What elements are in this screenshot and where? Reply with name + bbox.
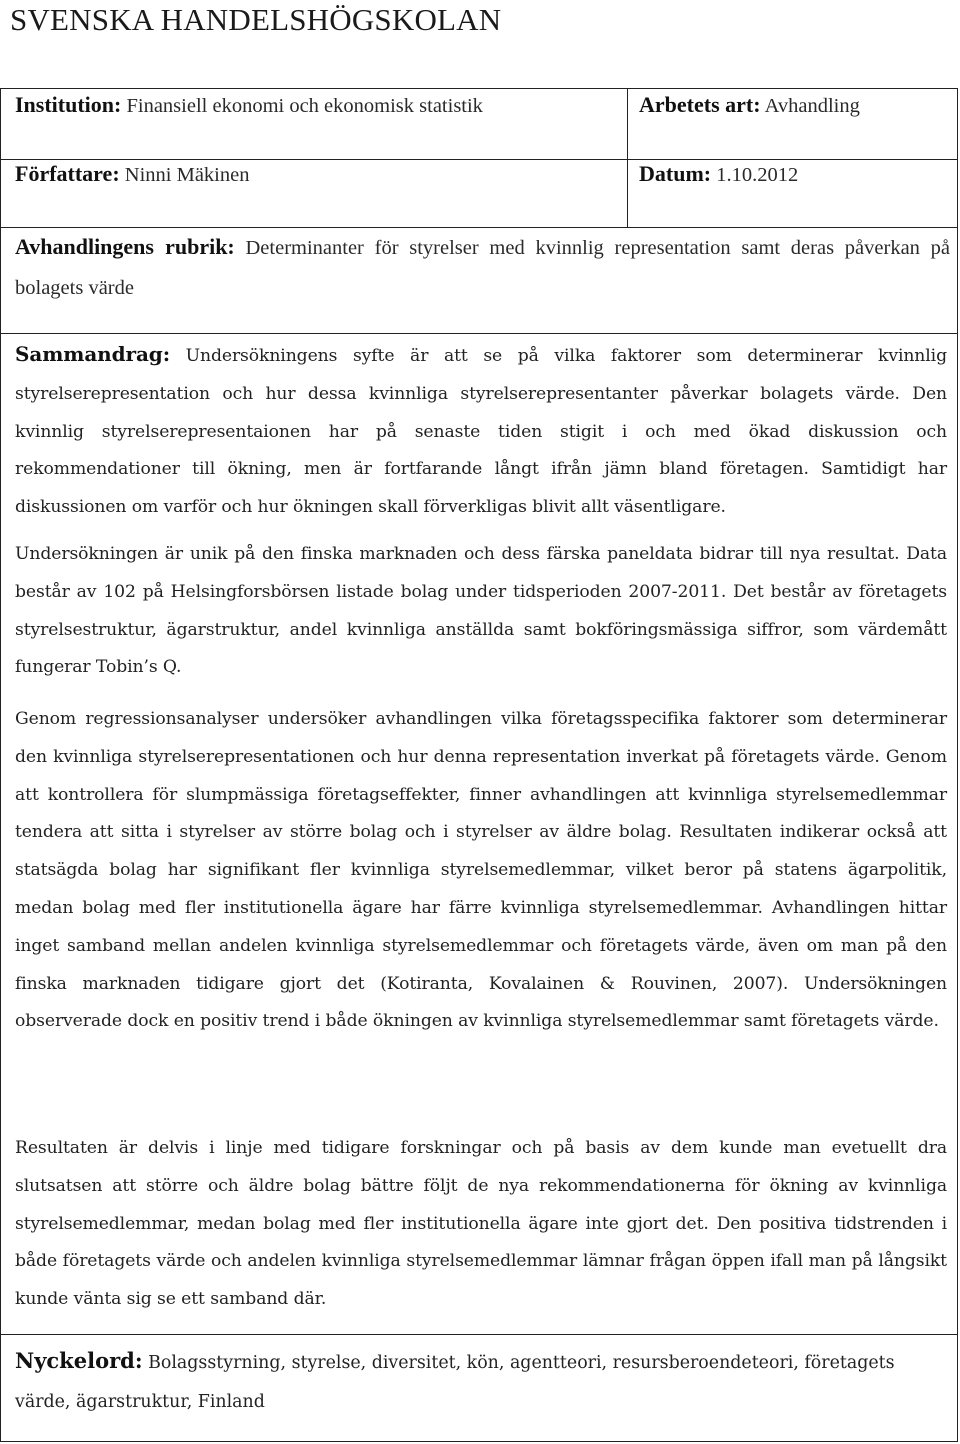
work-type-label: Arbetets art:: [639, 92, 761, 117]
keywords-value: Bolagsstyrning, styrelse, diversitet, kön, agentteori, resursberoendeteori, företagets värde, ägarstruktur, Finland: [15, 1353, 895, 1412]
divider-row-4: [1, 1334, 957, 1335]
school-name: SVENSKA HANDELSHÖGSKOLAN: [10, 2, 502, 37]
summary-paragraph-3: Genom regressionsanalyser undersöker avhandlingen vilka företagsspecifika faktorer som determinerar den kvinnliga styrelserepresentationen och hur denna representation inverkat på företagets värde. Genom att kontrollera för slumpmässiga företagseffekter, finner avhandlingen att kvinnliga styrelsemedlemmar tendera att sitta i styrelser av större bolag och i styrelser av äldre bolag. Resultaten indikerar också att statsägda bolag har signifikant fler kvinnliga styrelsemedlemmar, vilket beror på statens ägarpolitik, medan bolag med fler institutionella ägare har färre kvinnliga styrelsemedlemmar. Avhandlingen hittar inget samband mellan andelen kvinnliga styrelsemedlemmar och företagets värde, även om man på den finska marknaden tidigare gjort det (Kotiranta, Kovalainen & Rouvinen, 2007). Undersökningen observerade dock en positiv trend i både ökningen av kvinnliga styrelsemedlemmar samt företagets värde.: [15, 709, 947, 1032]
title-field: [15, 227, 950, 308]
keywords-label: Nyckelord:: [15, 1348, 143, 1373]
work-type-value: Avhandling: [764, 95, 860, 117]
date-field: [639, 161, 798, 187]
summary-paragraph-2: Undersökningen är unik på den finska marknaden och dess färska paneldata bidrar till nya resultat. Data består av 102 på Helsingforsbörsen listade bolag under tidsperioden 2007-2011. Det består av företagets styrelsestruktur, ägarstruktur, andel kvinnliga anställda samt bokföringsmässiga siffror, som värdemått fungerar Tobin’s Q.: [15, 544, 947, 678]
author-field: [15, 161, 249, 187]
summary-paragraph-1: [15, 336, 947, 527]
divider-column: [627, 89, 628, 227]
author-value: Ninni Mäkinen: [124, 164, 250, 186]
institution-field: [15, 92, 483, 118]
title-value: Determinanter för styrelser med kvinnlig representation samt deras påverkan på bolagets värde: [15, 237, 950, 299]
title-label: Avhandlingens rubrik:: [15, 234, 235, 259]
divider-row-1: [1, 159, 957, 160]
institution-value: Finansiell ekonomi och ekonomisk statistik: [126, 95, 483, 117]
keywords-field: [15, 1341, 947, 1422]
date-label: Datum:: [639, 161, 712, 186]
institution-label: Institution:: [15, 92, 122, 117]
work-type-field: [639, 92, 860, 118]
divider-row-3: [1, 333, 957, 334]
summary-paragraph-4: Resultaten är delvis i linje med tidigare forskningar och på basis av dem kunde man evetuellt dra slutsatsen att större och äldre bolag bättre följt de nya rekommendationerna för ökning av kvinnliga styrelsemedlemmar, medan bolag med fler institutionella ägare inte gjort det. Den positiva tidstrenden i både företagets värde och andelen kvinnliga styrelsemedlemmar lämnar frågan öppen ifall man på långsikt kunde vänta sig se ett samband där.: [15, 1138, 947, 1310]
author-label: Författare:: [15, 161, 120, 186]
summary-label: Sammandrag:: [15, 342, 170, 366]
summary-text-1: Undersökningens syfte är att se på vilka faktorer som determinerar kvinnlig styrelserepresentation och hur dessa kvinnliga styrelserepresentanter påverkar bolagets värde. Den kvinnlig styrelserepresentaionen har på senaste tiden stigit i och med ökad diskussion och rekommendationer till ökning, men är fortfarande långt ifrån jämn bland företagen. Samtidigt har diskussionen om varför och hur ökningen skall förverkligas blivit allt väsentligare.: [15, 346, 947, 518]
form-table: [0, 88, 958, 1442]
date-value: 1.10.2012: [716, 164, 799, 186]
